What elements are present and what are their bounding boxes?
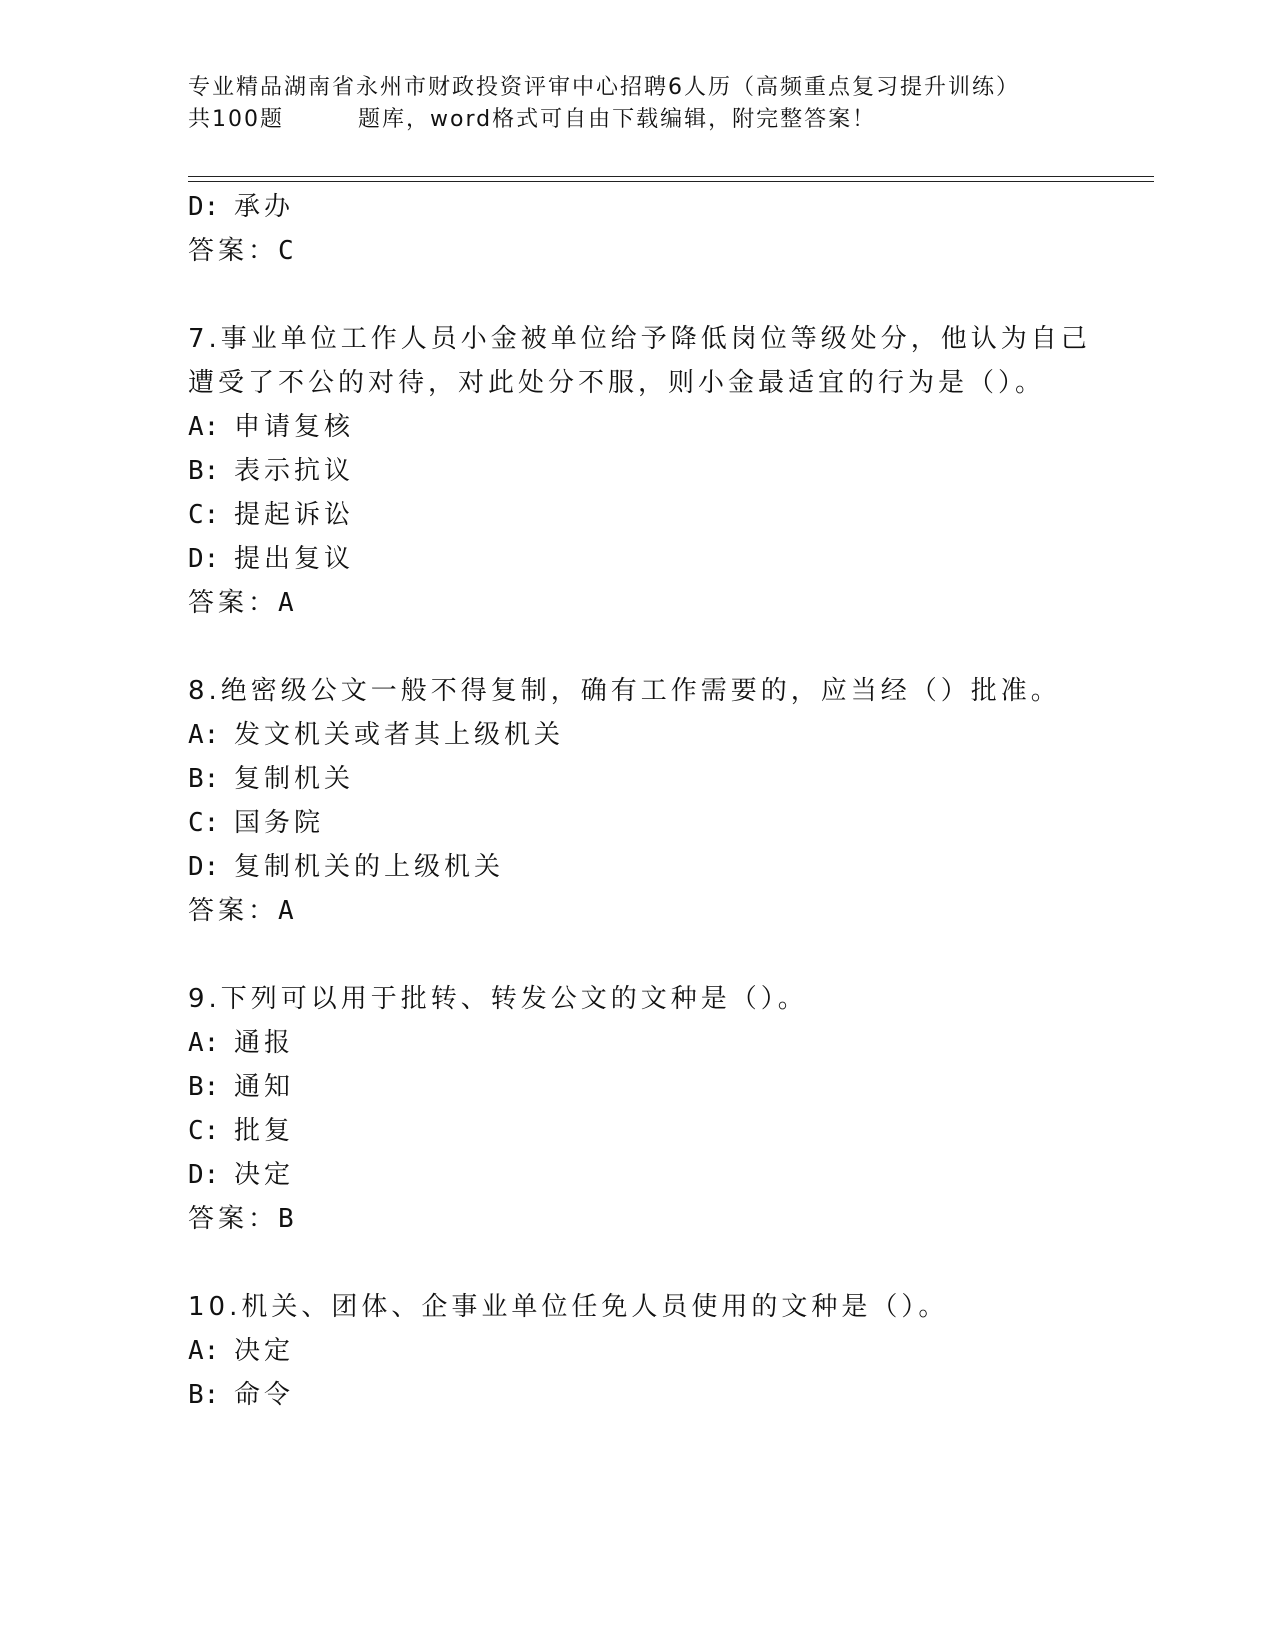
answer-value: C [278, 236, 294, 266]
option-row [188, 802, 324, 839]
answer-row [188, 1198, 294, 1235]
option-row [188, 538, 354, 575]
option-text: 提起诉讼 [234, 500, 355, 530]
option-row [188, 186, 294, 223]
option-row [188, 1022, 294, 1059]
option-label: B: [188, 456, 220, 486]
answer-value: A [278, 896, 294, 926]
option-row [188, 494, 354, 531]
option-row [188, 450, 354, 487]
option-label: C: [188, 808, 220, 838]
option-label: D: [188, 192, 220, 222]
option-label: C: [188, 1116, 220, 1146]
answer-row [188, 582, 294, 619]
question-stem: 9.下列可以用于批转、转发公文的文种是（）。 [188, 984, 808, 1014]
option-text: 表示抗议 [234, 456, 355, 486]
answer-label: 答案： [188, 236, 279, 266]
option-text: 发文机关或者其上级机关 [234, 720, 565, 750]
option-row [188, 406, 354, 443]
question-stem: 7.事业单位工作人员小金被单位给予降低岗位等级处分，他认为自己 [188, 324, 1091, 354]
option-row [188, 846, 504, 883]
answer-row [188, 230, 294, 267]
answer-label: 答案： [188, 588, 279, 618]
option-row [188, 1154, 294, 1191]
answer-label: 答案： [188, 896, 279, 926]
header-question-count: 共100题 [188, 107, 284, 132]
option-text: 通报 [234, 1028, 295, 1058]
option-text: 提出复议 [234, 544, 355, 574]
option-label: D: [188, 544, 220, 574]
header-description: 题库，word格式可自由下载编辑，附完整答案！ [358, 107, 877, 132]
option-row [188, 1330, 294, 1367]
option-text: 复制机关的上级机关 [234, 852, 505, 882]
question-stem: 8.绝密级公文一般不得复制，确有工作需要的，应当经（）批准。 [188, 676, 1061, 706]
option-text: 通知 [234, 1072, 295, 1102]
option-text: 国务院 [234, 808, 325, 838]
option-label: A: [188, 412, 220, 442]
header-divider-bottom [188, 181, 1154, 182]
option-text: 复制机关 [234, 764, 355, 794]
header-divider-top [188, 176, 1154, 177]
option-label: D: [188, 1160, 220, 1190]
option-label: B: [188, 1072, 220, 1102]
option-text: 承办 [234, 192, 295, 222]
option-text: 决定 [234, 1160, 295, 1190]
answer-value: B [278, 1204, 294, 1234]
answer-label: 答案： [188, 1204, 279, 1234]
answer-row [188, 890, 294, 927]
option-label: B: [188, 764, 220, 794]
document-header [188, 72, 1148, 136]
question-stem-continued: 遭受了不公的对待，对此处分不服，则小金最适宜的行为是（）。 [188, 368, 1046, 398]
option-label: A: [188, 1028, 220, 1058]
option-label: A: [188, 1336, 220, 1366]
question-stem: 10.机关、团体、企事业单位任免人员使用的文种是（）。 [188, 1292, 949, 1322]
answer-value: A [278, 588, 294, 618]
option-text: 命令 [234, 1380, 295, 1410]
option-label: B: [188, 1380, 220, 1410]
option-row [188, 1374, 294, 1411]
option-text: 申请复核 [234, 412, 355, 442]
option-row [188, 1110, 294, 1147]
option-row [188, 1066, 294, 1103]
option-text: 决定 [234, 1336, 295, 1366]
option-row [188, 714, 564, 751]
header-subtitle [188, 104, 1148, 136]
option-label: D: [188, 852, 220, 882]
option-label: C: [188, 500, 220, 530]
option-text: 批复 [234, 1116, 295, 1146]
header-title: 专业精品湖南省永州市财政投资评审中心招聘6人历（高频重点复习提升训练） [188, 75, 1020, 100]
option-row [188, 758, 354, 795]
option-label: A: [188, 720, 220, 750]
